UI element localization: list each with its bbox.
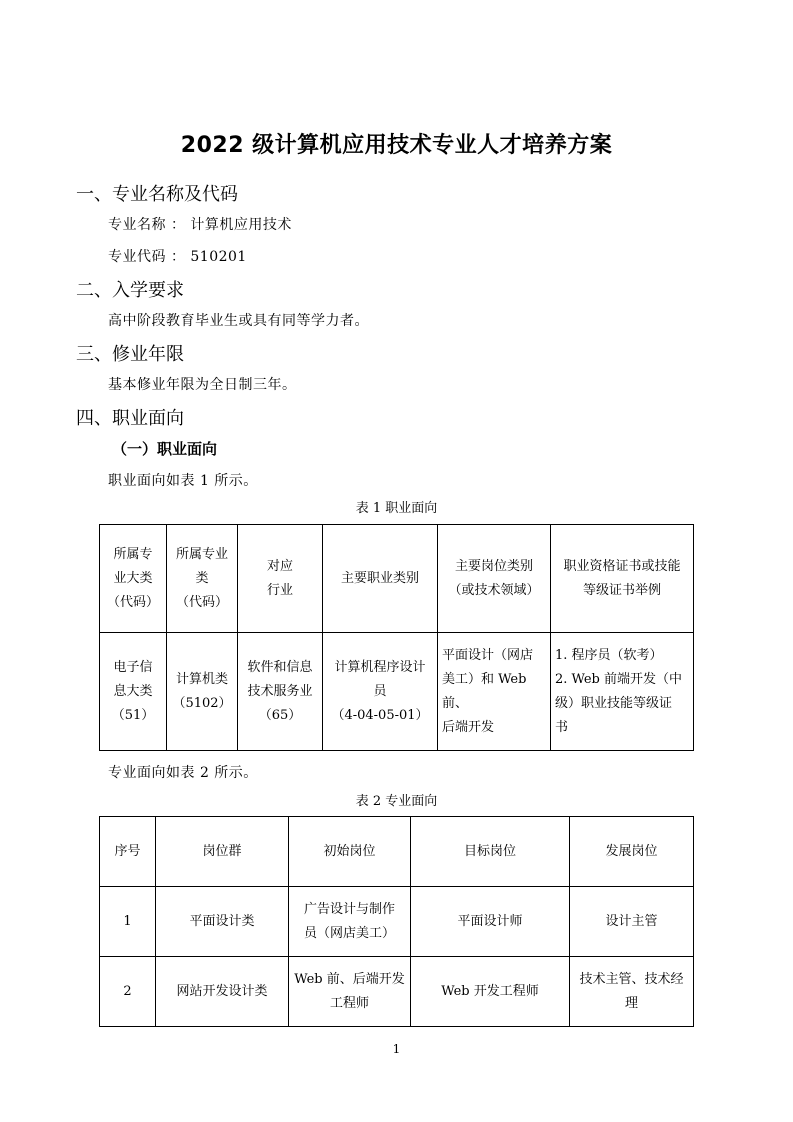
table1-cell: 平面设计（网店 美工）和 Web 前、 后端开发 [438, 633, 551, 751]
page-title: 2022 级计算机应用技术专业人才培养方案 [180, 133, 613, 158]
admission-text: 高中阶段教育毕业生或具有同等学力者。 [108, 313, 369, 329]
table2-caption: 表 2 专业面向 [355, 794, 438, 809]
table1-intro: 职业面向如表 1 所示。 [108, 473, 258, 489]
section-4-heading: 四、职业面向 [76, 408, 184, 429]
table2-cell: Web 开发工程师 [411, 957, 570, 1027]
table2-cell: 平面设计类 [156, 887, 289, 957]
table2-cell: 网站开发设计类 [156, 957, 289, 1027]
table-row [100, 887, 694, 957]
table1-cell: 电子信 息大类 （51） [100, 633, 167, 751]
table-row [100, 957, 694, 1027]
table1-header-cell: 职业资格证书或技能 等级证书举例 [551, 525, 694, 633]
subsection-heading: （一）职业面向 [112, 440, 218, 458]
table2-cell: 平面设计师 [411, 887, 570, 957]
table1-header-cell: 对应 行业 [238, 525, 323, 633]
table1-caption: 表 1 职业面向 [355, 501, 438, 516]
table1-cell: 计算机类 （5102） [167, 633, 238, 751]
table1-cell: 1. 程序员（软考） 2. Web 前端开发（中 级）职业技能等级证 书 [551, 633, 694, 751]
table2-header-cell: 目标岗位 [411, 817, 570, 887]
major-code-line: 专业代码 ： 510201 [108, 249, 247, 265]
table2-cell: 设计主管 [570, 887, 694, 957]
table2-cell: Web 前、后端开发 工程师 [289, 957, 411, 1027]
table2-header-row [100, 817, 694, 887]
duration-text: 基本修业年限为全日制三年。 [108, 377, 297, 393]
table2-cell: 1 [100, 887, 156, 957]
table1 [99, 524, 694, 751]
table2-intro: 专业面向如表 2 所示。 [108, 765, 258, 781]
table1-header-cell: 主要职业类别 [323, 525, 438, 633]
table-row [100, 633, 694, 751]
table1-cell: 软件和信息 技术服务业 （65） [238, 633, 323, 751]
major-name-line: 专业名称 ： 计算机应用技术 [108, 217, 292, 233]
table1-cell: 计算机程序设计 员 （4-04-05-01） [323, 633, 438, 751]
table1-header-cell: 主要岗位类别 （或技术领域） [438, 525, 551, 633]
table2-cell: 广告设计与制作 员（网店美工） [289, 887, 411, 957]
page-number: 1 [392, 1042, 401, 1056]
section-2-heading: 二、入学要求 [76, 280, 184, 301]
table1-header-row [100, 525, 694, 633]
section-1-heading: 一、专业名称及代码 [76, 184, 238, 205]
table2-header-cell: 岗位群 [156, 817, 289, 887]
table1-header-cell: 所属专 业大类 （代码） [100, 525, 167, 633]
table2-header-cell: 初始岗位 [289, 817, 411, 887]
table1-header-cell: 所属专业 类 （代码） [167, 525, 238, 633]
table2-cell: 技术主管、技术经 理 [570, 957, 694, 1027]
table2-header-cell: 发展岗位 [570, 817, 694, 887]
section-3-heading: 三、修业年限 [76, 344, 184, 365]
table2-cell: 2 [100, 957, 156, 1027]
table2 [99, 816, 694, 1027]
table2-header-cell: 序号 [100, 817, 156, 887]
